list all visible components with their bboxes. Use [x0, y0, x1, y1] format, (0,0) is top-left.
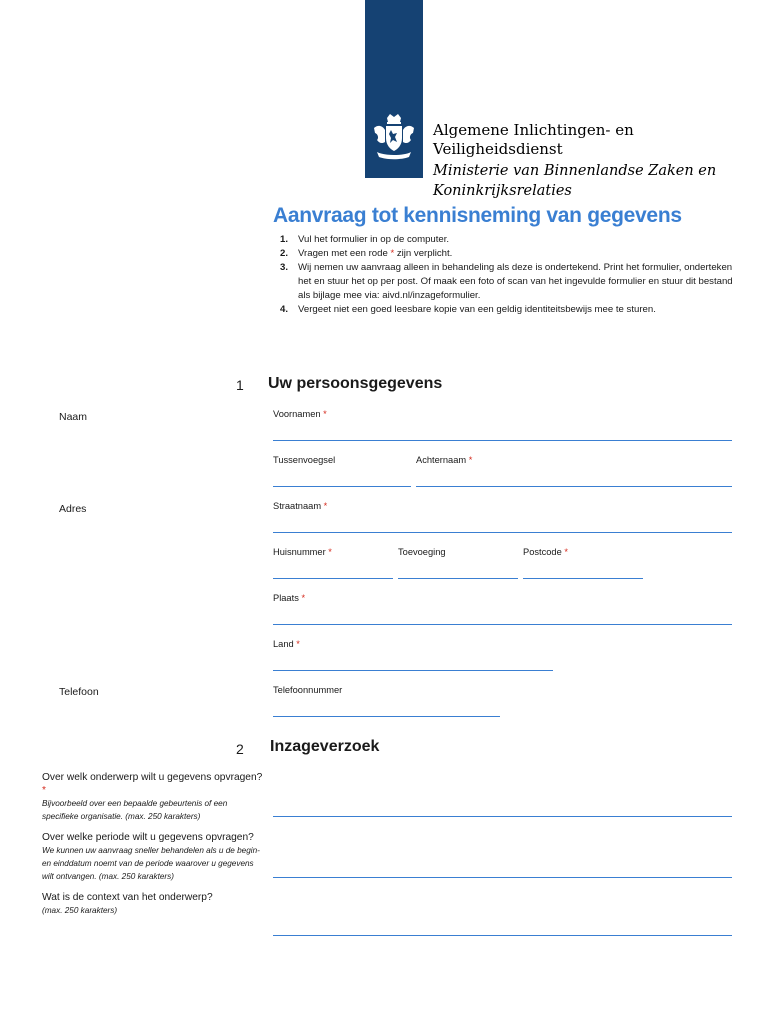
plaats-input[interactable] [273, 624, 732, 625]
onderwerp-input[interactable] [273, 816, 732, 817]
straatnaam-input[interactable] [273, 532, 732, 533]
instruction-number: 2. [280, 248, 289, 259]
tussenvoegsel-label: Tussenvoegsel [273, 455, 336, 465]
instruction-item [280, 247, 740, 261]
required-marker: * [296, 639, 300, 649]
voornamen-label-text: Voornamen [273, 409, 321, 419]
instruction-number: 4. [280, 304, 289, 315]
instruction-text: Wij nemen uw aanvraag alleen in behandeling als deze is ondertekend. Print het formulier, onderteken het en stuur het op per post. Of maak een foto of scan van het ingevulde formulier en stuur dit bestand als bijlage mee via: aivd.nl/inzageformulier. [298, 262, 733, 301]
section-2-number: 2 [236, 741, 244, 757]
land-label-text: Land [273, 639, 294, 649]
coat-of-arms-icon [369, 112, 419, 162]
org-name-line2: Veiligheidsdienst [433, 140, 563, 158]
question-label: Wat is de context van het onderwerp? [42, 892, 213, 903]
instruction-text: Vragen met een rode [298, 248, 391, 259]
postcode-label-text: Postcode [523, 547, 562, 557]
context-input[interactable] [273, 935, 732, 936]
ministry-line1: Ministerie van Binnenlandse Zaken en [433, 163, 717, 179]
instruction-text: Vergeet niet een goed leesbare kopie van een geldig identiteitsbewijs mee te sturen. [298, 304, 656, 315]
land-label [273, 639, 300, 649]
telefoonnummer-label: Telefoonnummer [273, 685, 343, 695]
instruction-text: Vul het formulier in op de computer. [298, 234, 450, 245]
org-name-line1: Algemene Inlichtingen- en [433, 121, 634, 139]
question-context [42, 891, 264, 917]
postcode-label [523, 547, 568, 557]
question-label-text: Over welk onderwerp wilt u gegevens opvragen? [42, 772, 263, 783]
straatnaam-label [273, 501, 327, 511]
plaats-label-text: Plaats [273, 593, 299, 603]
form-title: Aanvraag tot kennisneming van gegevens [273, 204, 682, 227]
toevoeging-input[interactable] [398, 578, 518, 579]
question-onderwerp [42, 771, 264, 823]
question-hint: (max. 250 karakters) [42, 906, 118, 915]
voornamen-input[interactable] [273, 440, 732, 441]
toevoeging-label: Toevoeging [398, 547, 446, 557]
huisnummer-label-text: Huisnummer [273, 547, 326, 557]
achternaam-input[interactable] [416, 486, 732, 487]
instruction-number: 3. [280, 262, 289, 273]
huisnummer-label [273, 547, 332, 557]
required-marker: * [323, 501, 328, 511]
section-1-title: Uw persoonsgegevens [268, 375, 443, 392]
achternaam-label [416, 455, 472, 465]
postcode-input[interactable] [523, 578, 643, 579]
question-label: Over welke periode wilt u gegevens opvragen? [42, 832, 254, 843]
required-marker: * [301, 593, 306, 603]
periode-input[interactable] [273, 877, 732, 878]
achternaam-label-text: Achternaam [416, 455, 467, 465]
question-periode [42, 831, 264, 883]
group-label-naam: Naam [59, 411, 88, 423]
question-hint: Bijvoorbeeld over een bepaalde gebeurtenis of een specifieke organisatie. (max. 250 karakters) [42, 799, 228, 821]
instruction-item [280, 233, 740, 247]
instruction-text: zijn verplicht. [394, 248, 453, 259]
land-input[interactable] [273, 670, 553, 671]
instruction-number: 1. [280, 234, 289, 245]
instructions-list [280, 233, 740, 317]
plaats-label [273, 593, 305, 603]
tussenvoegsel-input[interactable] [273, 486, 411, 487]
required-marker: * [328, 547, 332, 557]
required-marker: * [323, 409, 327, 419]
section-1-number: 1 [236, 377, 244, 393]
group-label-adres: Adres [59, 503, 87, 515]
required-marker: * [564, 547, 568, 557]
group-label-telefoon: Telefoon [59, 686, 99, 698]
question-hint: We kunnen uw aanvraag sneller behandelen als u de begin- en einddatum noemt van de periode waarover u gegevens wilt ontvangen. (max. 250 karakters) [42, 846, 260, 881]
telefoonnummer-input[interactable] [273, 716, 500, 717]
ministry-name [433, 161, 716, 201]
huisnummer-input[interactable] [273, 578, 393, 579]
straatnaam-label-text: Straatnaam [273, 501, 322, 511]
instruction-item [280, 303, 740, 317]
question-label [42, 771, 264, 797]
ministry-line2: Koninkrijksrelaties [433, 183, 572, 199]
instruction-item [280, 261, 740, 303]
required-marker: * [468, 455, 473, 465]
org-name [433, 121, 634, 159]
section-2-title: Inzageverzoek [270, 738, 380, 755]
voornamen-label [273, 409, 327, 419]
required-marker: * [42, 785, 46, 796]
required-marker: * [390, 248, 395, 259]
